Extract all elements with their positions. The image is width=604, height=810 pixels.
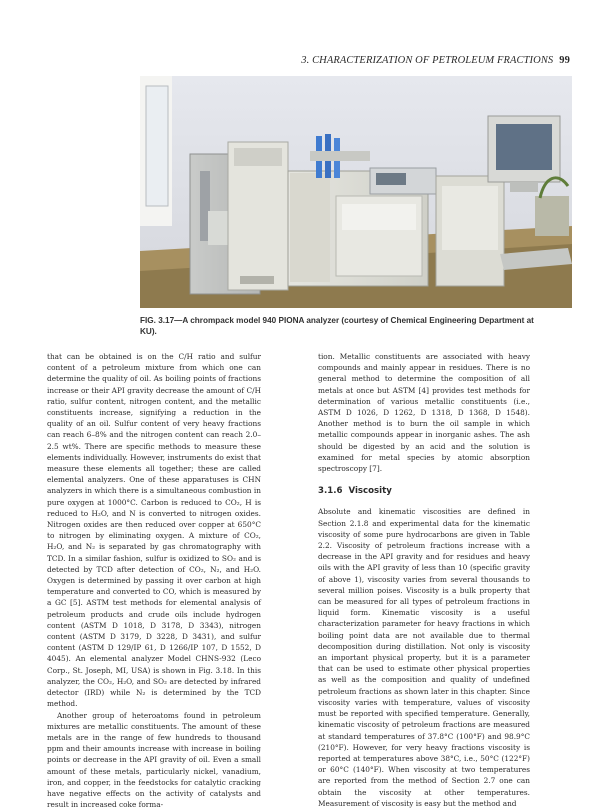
body-paragraph: tion. Metallic constituents are associated with heavy compounds and mainly appear in residues. There is no general method to determine the composition of all metals at once but ASTM [4] provides test methods for determination of various metallic constituents (i.e., ASTM D 1026, D 1262, D 1318, D 1368, D 1548). Another method is to burn the oil sample in which metallic compounds appear in inorganic ashes. The ash should be digested by an acid and the solution is examined for metal species by atomic absorption spectroscopy [7]. [318,351,530,474]
body-paragraph: that can be obtained is on the C/H ratio and sulfur content of a petroleum mixture from which one can determine the quality of oil. As boiling points of fractions increase or their API gravity decrease the amount of C/H ratio, sulfur content, nitrogen content, and the metallic constituents increase, signifying a reduction in the quality of an oil. Sulfur content of very heavy fractions can reach 6–8% and the nitrogen content can reach 2.0–2.5 wt%. There are specific methods to measure these elements individually. However, instruments do exist that measure these elements all together; these are called elemental analyzers. One of these apparatuses is CHN analyzers in which there is a simultaneous combustion in pure oxygen at 1000°C. Carbon is reduced to CO₂, H is reduced to H₂O, and N is converted to nitrogen oxides. Nitrogen oxides are then reduced over copper at 650°C to nitrogen by eliminating oxygen. A mixture of CO₂, H₂O, and N₂ is separated by gas chromatography with TCD. In a similar fashion, sulfur is oxidized to SO₂ and is detected by TCD after detection of CO₂, N₂, and H₂O. Oxygen is determined by passing it over carbon at high temperature and converted to CO, which is measured by a GC [5]. ASTM test methods for elemental analysis of petroleum products and crude oils include hydrogen content (ASTM D 1018, D 3178, D 3343), nitrogen content (ASTM D 3179, D 3228, D 3431), and sulfur content (ASTM D 129/IP 61, D 1266/IP 107, D 1552, D 4045). An elemental analyzer Model CHNS-932 (Leco Corp., St. Joseph, MI, USA) is shown in Fig. 3.18. In this analyzer, the CO₂, H₂O, and SO₂ are detected by infrared detector (IRD) while N₂ is determined by the TCD method. [47,351,261,710]
section-heading [318,486,530,497]
left-column [47,351,261,810]
body-paragraph: Another group of heteroatoms found in petroleum mixtures are metallic constituents. The amount of these metals are in the range of few hundreds to thousand ppm and their amounts increase with increase in boiling points or decrease in the API gravity of oil. Even a small amount of these metals, particularly nickel, vanadium, iron, and copper, in the feedstocks for catalytic cracking have negative effects on the activity of catalysts and result in increased coke forma- [47,710,261,810]
running-header [290,55,570,66]
section-title: Viscosity [348,486,391,496]
running-title: 3. CHARACTERIZATION OF PETROLEUM FRACTIONS [301,55,553,66]
page-number: 99 [559,55,570,66]
figure-photo [140,76,572,308]
right-column [318,351,530,809]
figure-caption: FIG. 3.17—A chrompack model 940 PIONA analyzer (courtesy of Chemical Engineering Department at KU). [140,315,540,337]
body-paragraph: Absolute and kinematic viscosities are defined in Section 2.1.8 and experimental data for the kinematic viscosity of some pure hydrocarbons are given in Table 2.2. Viscosity of petroleum fractions increase with a decrease in the API gravity and for residues and heavy oils with the API gravity of less than 10 (specific gravity of above 1), viscosity varies from several thousands to several million poises. Viscosity is a bulk property that can be measured for all types of petroleum fractions in liquid form. Kinematic viscosity is a useful characterization parameter for heavy fractions in which boiling point data are not available due to thermal decomposition during distillation. Not only is viscosity an important physical property, but it is a parameter that can be used to estimate other physical properties as well as the composition and quality of undefined petroleum fractions as shown later in this chapter. Since viscosity varies with temperature, values of viscosity must be reported with specified temperature. Generally, kinematic viscosity of petroleum fractions are measured at standard temperatures of 37.8°C (100°F) and 98.9°C (210°F). However, for very heavy fractions viscosity is reported at temperatures above 38°C, i.e., 50°C (122°F) or 60°C (140°F). When viscosity at two temperatures are reported from the method of Section 2.7 one can obtain the viscosity at other temperatures. Measurement of viscosity is easy but the method and [318,506,530,808]
section-number: 3.1.6 [318,486,342,496]
